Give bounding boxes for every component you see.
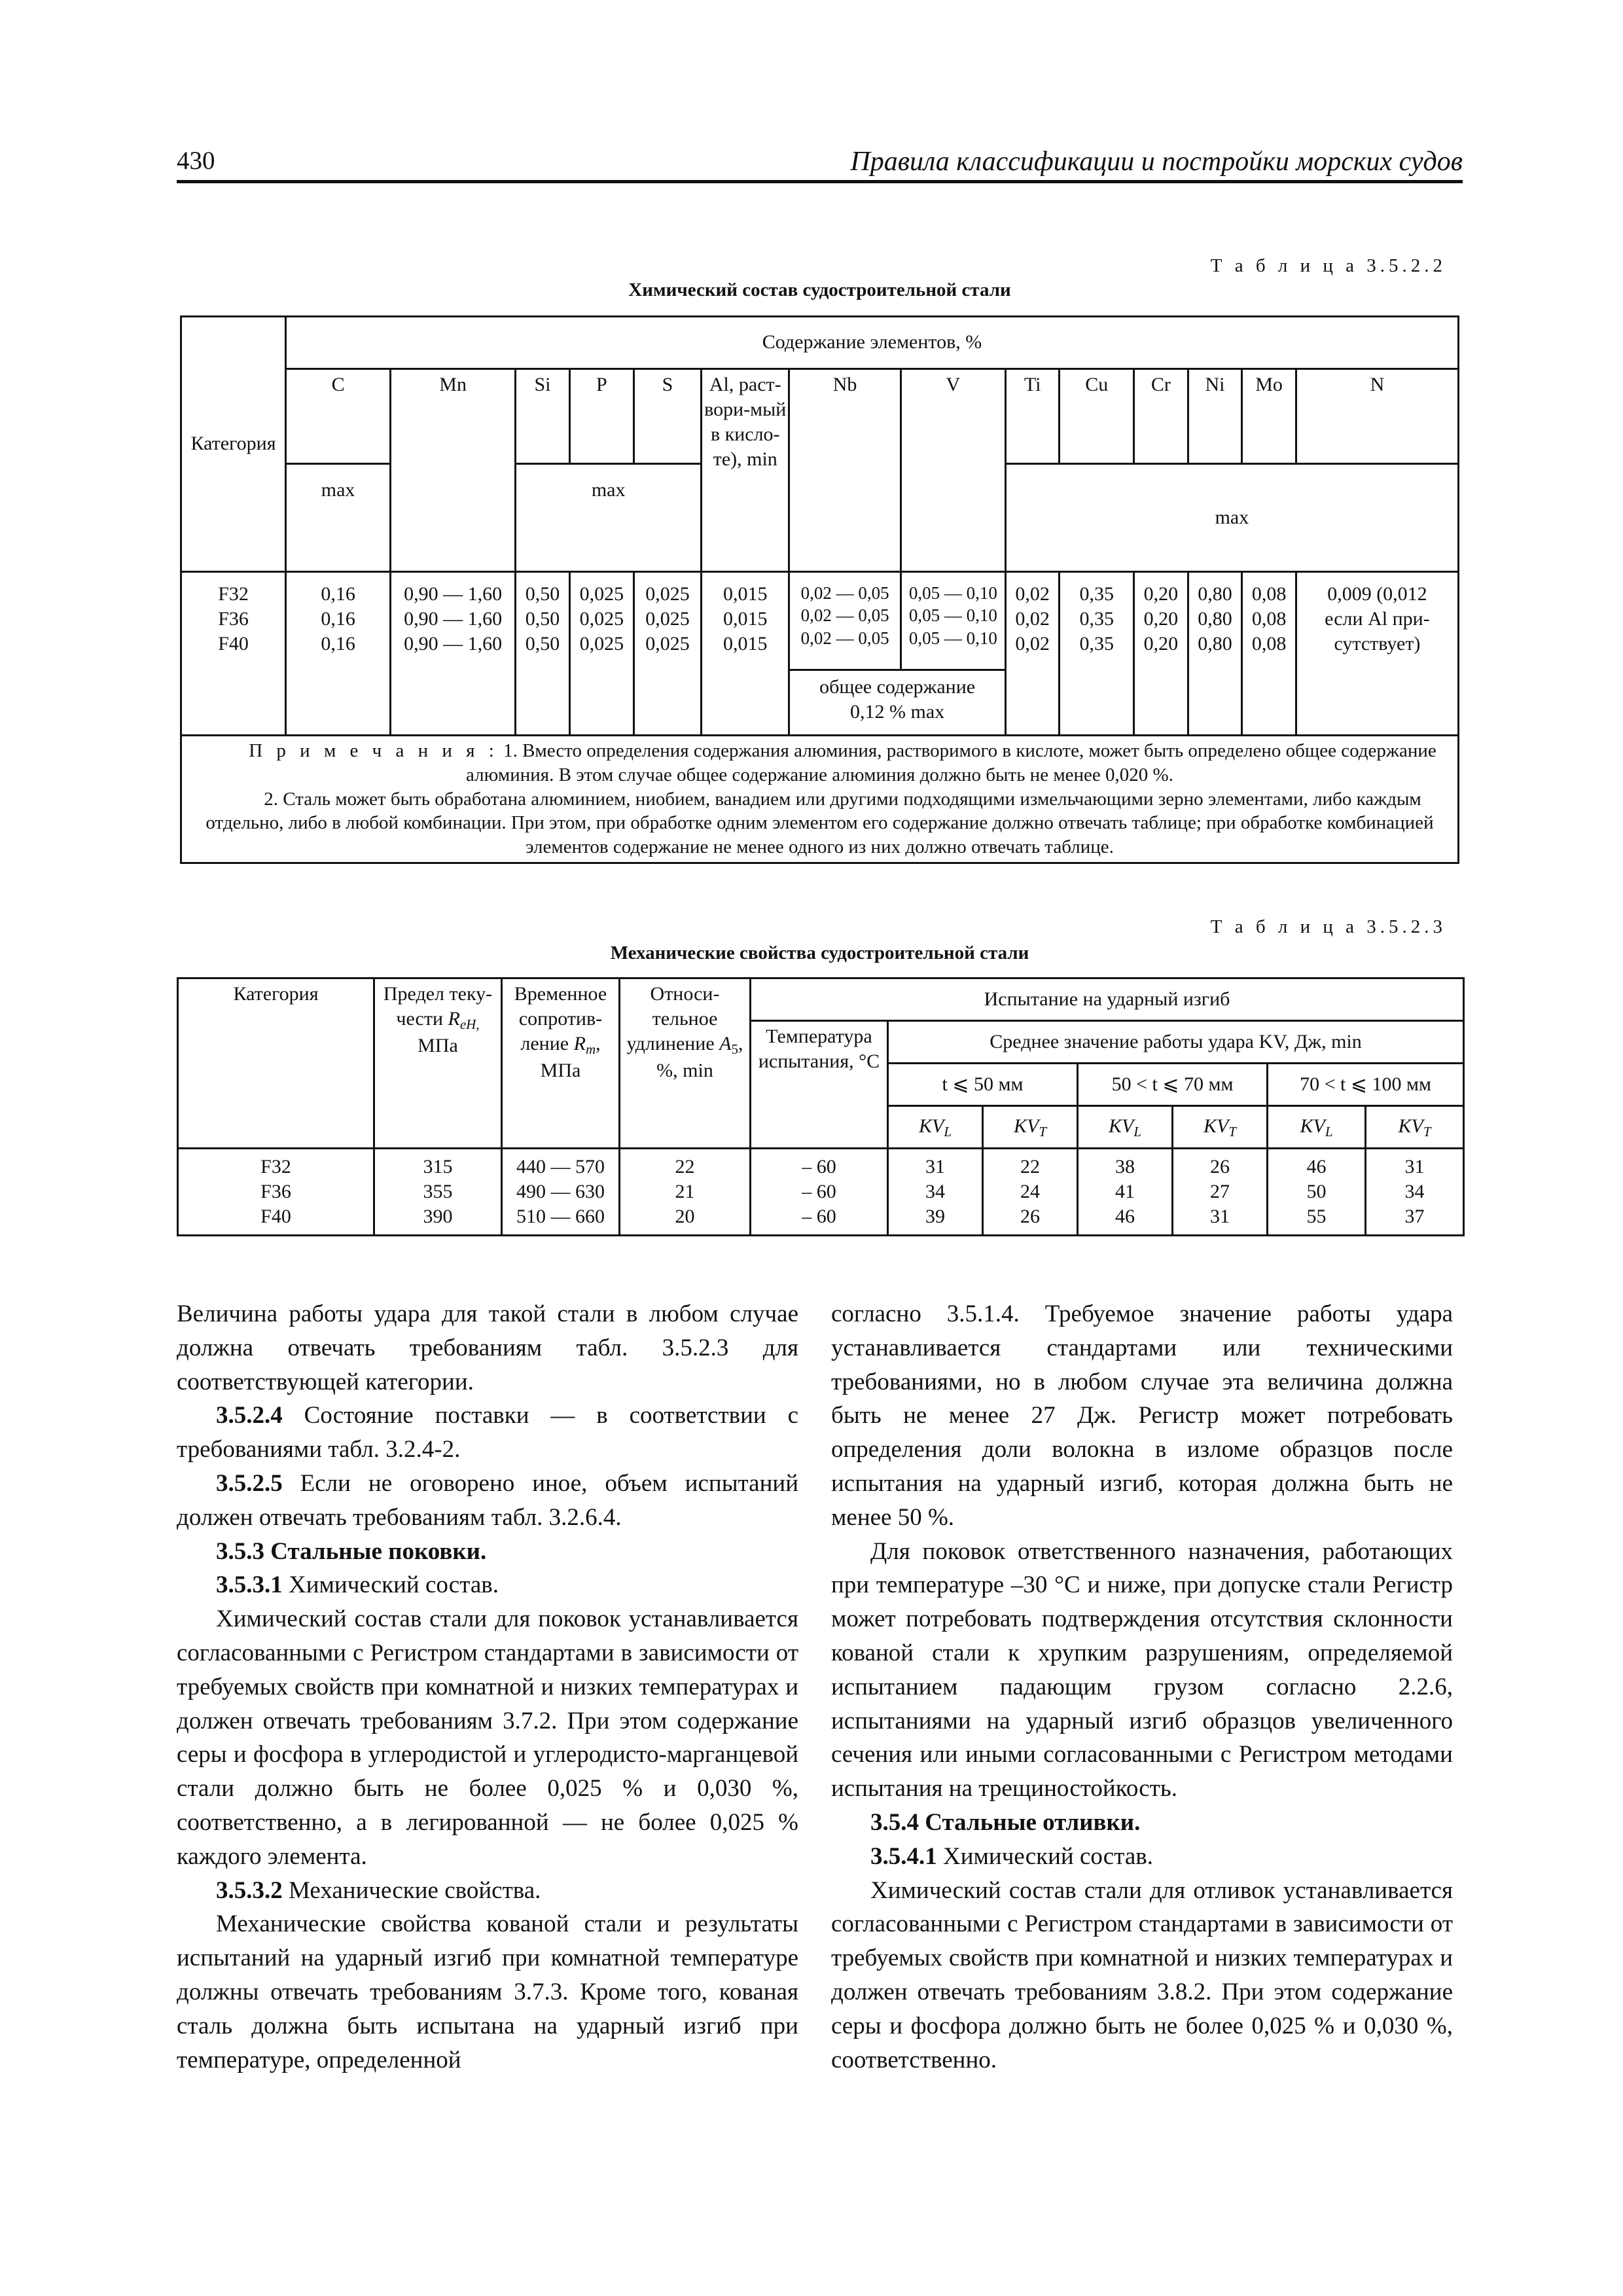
left-column — [177, 1297, 798, 2077]
table1-notes — [181, 736, 1459, 863]
value-si: 0,50 0,50 0,50 — [516, 572, 570, 736]
element-ni: Ni — [1188, 369, 1242, 464]
paragraph: Химический состав стали для отливок устанавливается согласованными с Регистром стандартами в зависимости от требуемых свойств при комнатной и низких температурах и должен отвечать требованиям 3.8.2. При этом содержание серы и фосфора должно быть не более 0,025 % и 0,030 %, соответственно. — [831, 1876, 1453, 2073]
value-c: 0,16 0,16 0,16 — [286, 572, 391, 736]
page-number: 430 — [177, 147, 215, 175]
temperature-header: Температура испытания, °C — [751, 1021, 888, 1149]
table-cell: 37 — [1366, 1204, 1464, 1236]
notes-label: П р и м е ч а н и я : — [249, 740, 499, 761]
thickness-range-2: 50 < t ⩽ 70 мм — [1078, 1064, 1268, 1106]
paragraph: Механические свойства кованой стали и результаты испытаний на ударный изгиб при комнатной температуре должны отвечать требованиям 3.7.3. Кроме того, кованая сталь должна быть испытана на ударный изгиб при температуре, определенной — [177, 1910, 798, 2073]
yield-unit: МПа — [418, 1034, 458, 1056]
table-cell: 22 — [983, 1149, 1078, 1180]
table-cell: 31 — [888, 1149, 983, 1180]
table-cell: 46 — [1268, 1149, 1366, 1180]
kv-l-3: $KV_L$ — [1268, 1106, 1366, 1149]
page-header — [177, 141, 1463, 183]
paragraph: Химический состав стали для поковок устанавливается согласованными с Регистром стандартами в зависимости от требуемых свойств при комнатной и низких температурах и должен отвечать требованиям 3.7.2. При этом содержание серы и фосфора в углеродистой и углеродисто-марганцевой стали должно быть не более 0,025 % и 0,030 %, соответственно, а в легированной — не более 0,025 % каждого элемента. — [177, 1605, 798, 1870]
kv-t-2: $KV_T$ — [1173, 1106, 1268, 1149]
section-heading: 3.5.4 Стальные отливки. — [870, 1808, 1141, 1836]
element-mo: Mo — [1242, 369, 1296, 464]
thickness-range-1: t ⩽ 50 мм — [888, 1064, 1078, 1106]
table-cell: 46 — [1078, 1204, 1173, 1236]
content-header: Содержание элементов, % — [286, 317, 1459, 369]
element-s: S — [633, 369, 701, 464]
section-number: 3.5.2.4 — [216, 1402, 283, 1429]
category-list: F32 F36 F40 — [181, 572, 286, 736]
paragraph: 3.5.3.2 Механические свойства. — [216, 1876, 541, 1904]
element-p: P — [569, 369, 633, 464]
table-cell: 490 — 630 — [502, 1179, 620, 1204]
yield-subscript: eH, — [459, 1016, 480, 1033]
value-cu: 0,35 0,35 0,35 — [1060, 572, 1134, 736]
paragraph: 3.5.4.1 Химический состав. — [870, 1842, 1153, 1870]
elongation-text: Относи-тельное удлинение — [626, 983, 720, 1055]
table-cell: 41 — [1078, 1179, 1173, 1204]
table-cell: 355 — [374, 1179, 502, 1204]
running-title: Правила классификации и постройки морских судов — [850, 147, 1463, 177]
thickness-range-3: 70 < t ⩽ 100 мм — [1268, 1064, 1464, 1106]
table-cell: 24 — [983, 1179, 1078, 1204]
elongation-unit: , %, min — [656, 1033, 743, 1081]
table-cell: – 60 — [751, 1204, 888, 1236]
table-cell: 39 — [888, 1204, 983, 1236]
table-cell: 510 — 660 — [502, 1204, 620, 1236]
element-cu: Cu — [1060, 369, 1134, 464]
element-mn: Mn — [391, 369, 516, 572]
element-al: Al, раст-вори-мый в кисло-те), min — [702, 369, 789, 572]
table-cell: 34 — [888, 1179, 983, 1204]
table-row — [178, 1179, 1464, 1204]
paragraph: 3.5.2.4 Состояние поставки — в соответствии с требованиями табл. 3.2.4-2. — [177, 1402, 798, 1463]
table-cell: 315 — [374, 1149, 502, 1180]
table-cell: 440 — 570 — [502, 1149, 620, 1180]
table-cell: 31 — [1366, 1149, 1464, 1180]
table-cell: – 60 — [751, 1149, 888, 1180]
section-number: 3.5.2.5 — [216, 1469, 283, 1497]
table-cell: F40 — [178, 1204, 374, 1236]
table2-body — [178, 1149, 1464, 1236]
paragraph: Величина работы удара для такой стали в любом случае должна отвечать требованиям табл. 3.5.2.3 для соответствующей категории. — [177, 1300, 798, 1395]
element-n: N — [1296, 369, 1458, 464]
table-cell: 26 — [1173, 1149, 1268, 1180]
section-number: 3.5.3.1 — [216, 1571, 283, 1599]
section-number: 3.5.4.1 — [870, 1842, 937, 1870]
note-1: 1. Вместо определения содержания алюминия, растворимого в кислоте, может быть определено общее содержание алюминия. В этом случае общее содержание алюминия должно быть не менее 0,020 %. — [466, 740, 1436, 785]
max-c: max — [286, 464, 391, 572]
table-cell: 26 — [983, 1204, 1078, 1236]
elongation-subscript: 5 — [731, 1041, 739, 1058]
section-number: 3.5.3.2 — [216, 1876, 283, 1904]
impact-header: Испытание на ударный изгиб — [751, 978, 1464, 1021]
kv-t-3: $KV_T$ — [1366, 1106, 1464, 1149]
tensile-text: Временное сопротив-ление — [514, 983, 607, 1055]
table-cell: 22 — [620, 1149, 751, 1180]
table2-label: Т а б л и ц а 3.5.2.3 — [1210, 916, 1446, 937]
yield-text: Предел теку-чести — [383, 983, 493, 1030]
element-nb: Nb — [789, 369, 901, 572]
section-heading: 3.5.3 Стальные поковки. — [216, 1537, 487, 1565]
category-header: Категория — [181, 317, 286, 572]
element-v: V — [901, 369, 1005, 572]
paragraph: согласно 3.5.1.4. Требуемое значение работы удара устанавливается стандартами или техническими требованиями, но в любом случае эта величина должна быть не менее 27 Дж. Регистр может потребовать определения доли волокна в изломе образцов после испытания на ударный изгиб, которая должна быть не менее 50 %. — [831, 1300, 1453, 1531]
table-cell: 27 — [1173, 1179, 1268, 1204]
max-ti-n: max — [1005, 464, 1458, 572]
value-mo: 0,08 0,08 0,08 — [1242, 572, 1296, 736]
table-row — [178, 1149, 1464, 1180]
mechanical-properties-table — [177, 977, 1465, 1236]
paragraph: Для поковок ответственного назначения, работающих при температуре –30 °C и ниже, при допуске стали Регистр может потребовать подтверждения отсутствия склонности кованой стали к хрупким разрушениям, определяемой испытанием падающим грузом согласно 2.2.6, испытаниями на ударный изгиб образцов увеличенного сечения или иными согласованными с Регистром методами испытания на трещиностойкость. — [831, 1537, 1453, 1803]
yield-symbol: R — [448, 1008, 460, 1030]
right-column — [831, 1297, 1453, 2077]
value-ni: 0,80 0,80 0,80 — [1188, 572, 1242, 736]
value-s: 0,025 0,025 0,025 — [633, 572, 701, 736]
table-cell: 38 — [1078, 1149, 1173, 1180]
yield-header — [374, 978, 502, 1149]
element-c: C — [286, 369, 391, 464]
table-row — [178, 1204, 1464, 1236]
elongation-header — [620, 978, 751, 1149]
kv-t-1: $KV_T$ — [983, 1106, 1078, 1149]
table-cell: F36 — [178, 1179, 374, 1204]
element-si: Si — [516, 369, 570, 464]
paragraph: 3.5.2.5 Если не оговорено иное, объем испытаний должен отвечать требованиям табл. 3.2.6.4. — [177, 1469, 798, 1531]
category-header: Категория — [178, 978, 374, 1149]
table-cell: F32 — [178, 1149, 374, 1180]
kv-l-1: $KV_L$ — [888, 1106, 983, 1149]
value-cr: 0,20 0,20 0,20 — [1134, 572, 1188, 736]
table-cell: 21 — [620, 1179, 751, 1204]
note-2: 2. Сталь может быть обработана алюминием, ниобием, ванадием или другими подходящими измельчающими зерно элементами, либо каждым отдельно, либо в любой комбинации. При этом, при обработке одним элементом его содержание должно отвечать таблице; при обработке комбинацией элементов содержание не менее одного из них должно отвечать таблице. — [205, 788, 1434, 858]
table1-title: Химический состав судостроительной стали — [628, 279, 1011, 300]
tensile-subscript: m — [585, 1041, 596, 1058]
value-ti: 0,02 0,02 0,02 — [1005, 572, 1060, 736]
tensile-symbol: R — [573, 1033, 586, 1055]
value-al: 0,015 0,015 0,015 — [702, 572, 789, 736]
elongation-symbol: A — [719, 1033, 732, 1055]
value-n: 0,009 (0,012 если Al при- сутствует) — [1296, 572, 1458, 736]
table-cell: 31 — [1173, 1204, 1268, 1236]
max-si-p-s: max — [516, 464, 702, 572]
table-cell: 50 — [1268, 1179, 1366, 1204]
total-content-note: общее содержание 0,12 % max — [789, 670, 1005, 736]
table-cell: 390 — [374, 1204, 502, 1236]
table-cell: 20 — [620, 1204, 751, 1236]
paragraph: 3.5.3.1 Химический состав. — [216, 1571, 499, 1599]
value-v: 0,05 — 0,10 0,05 — 0,10 0,05 — 0,10 — [901, 572, 1005, 670]
table-cell: 34 — [1366, 1179, 1464, 1204]
average-impact-header: Среднее значение работы удара KV, Дж, min — [888, 1021, 1464, 1064]
chemical-composition-table — [180, 315, 1459, 864]
value-p: 0,025 0,025 0,025 — [569, 572, 633, 736]
tensile-header — [502, 978, 620, 1149]
value-mn: 0,90 — 1,60 0,90 — 1,60 0,90 — 1,60 — [391, 572, 516, 736]
kv-l-2: $KV_L$ — [1078, 1106, 1173, 1149]
table2-title: Механические свойства судостроительной стали — [610, 942, 1029, 963]
table-cell: – 60 — [751, 1179, 888, 1204]
tensile-unit: , МПа — [540, 1033, 601, 1081]
value-nb: 0,02 — 0,05 0,02 — 0,05 0,02 — 0,05 — [789, 572, 901, 670]
table1-label: Т а б л и ц а 3.5.2.2 — [1210, 255, 1446, 276]
element-cr: Cr — [1134, 369, 1188, 464]
table-cell: 55 — [1268, 1204, 1366, 1236]
element-ti: Ti — [1005, 369, 1060, 464]
